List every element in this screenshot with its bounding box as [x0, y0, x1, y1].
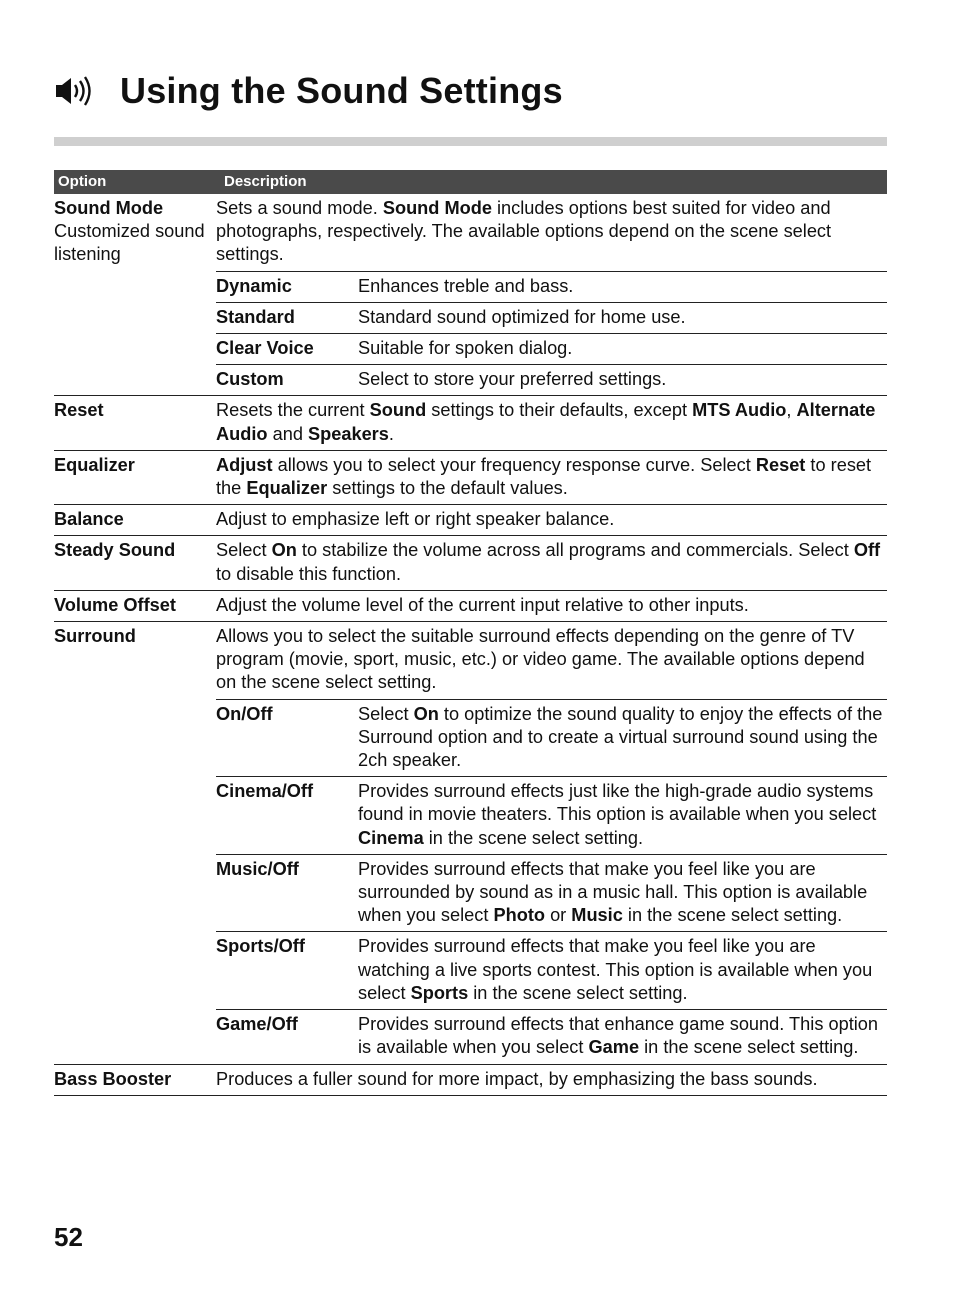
- option-surround: Surround: [54, 622, 216, 1064]
- table-row: [54, 536, 887, 590]
- table-header-row: [54, 170, 887, 194]
- column-header-description: Description: [216, 170, 887, 194]
- sound-settings-table: [54, 170, 887, 1096]
- list-item: On/Off Select On to optimize the sound quality to enjoy the effects of the Surround option and to create a virtual surround sound using the 2ch speaker.: [216, 699, 887, 777]
- speaker-icon: [54, 74, 94, 108]
- list-item: Sports/Off Provides surround effects that make you feel like you are watching a live sports contest. This option is available when you select Sports in the scene select setting.: [216, 932, 887, 1010]
- option-sound-mode-subtitle: Customized sound listening: [54, 221, 205, 265]
- option-volume-offset: Volume Offset: [54, 590, 216, 621]
- reset-description: Resets the current Sound settings to their defaults, except MTS Audio, Alternate Audio and Speakers.: [216, 396, 887, 450]
- list-item: Clear Voice Suitable for spoken dialog.: [216, 334, 887, 365]
- column-header-option: Option: [54, 170, 216, 194]
- table-row: [54, 194, 887, 396]
- option-reset: Reset: [54, 396, 216, 450]
- list-item: Dynamic Enhances treble and bass.: [216, 271, 887, 302]
- surround-options: [216, 699, 887, 1064]
- table-row: [54, 1064, 887, 1095]
- table-row: [54, 450, 887, 504]
- title-divider: [54, 137, 887, 146]
- list-item: Game/Off Provides surround effects that enhance game sound. This option is available when you select Game in the scene select setting.: [216, 1010, 887, 1064]
- steady-sound-description: Select On to stabilize the volume across all programs and commercials. Select Off to disable this function.: [216, 536, 887, 590]
- option-steady-sound: Steady Sound: [54, 536, 216, 590]
- list-item: Custom Select to store your preferred settings.: [216, 365, 887, 396]
- page-number: 52: [54, 1222, 83, 1252]
- bass-booster-description: Produces a fuller sound for more impact, by emphasizing the bass sounds.: [216, 1064, 887, 1095]
- surround-description: Allows you to select the suitable surround effects depending on the genre of TV program (movie, sport, music, etc.) or video game. The available options depend on the scene select setting.: [216, 626, 865, 693]
- option-sound-mode: Sound Mode: [54, 198, 164, 218]
- table-row: [54, 622, 887, 1064]
- option-equalizer: Equalizer: [54, 450, 216, 504]
- table-row: [54, 396, 887, 450]
- list-item: Music/Off Provides surround effects that make you feel like you are surrounded by sound as in a music hall. This option is available when you select Photo or Music in the scene select setting.: [216, 854, 887, 932]
- list-item: Standard Standard sound optimized for home use.: [216, 302, 887, 333]
- page-header: [54, 66, 563, 116]
- page-title: Using the Sound Settings: [120, 70, 563, 111]
- option-bass-booster: Bass Booster: [54, 1064, 216, 1095]
- equalizer-description: Adjust allows you to select your frequency response curve. Select Reset to reset the Equalizer settings to the default values.: [216, 450, 887, 504]
- table-row: [54, 505, 887, 536]
- sound-mode-options: [216, 271, 887, 396]
- sound-mode-description: Sets a sound mode. Sound Mode includes options best suited for video and photographs, respectively. The available options depend on the scene select settings.: [216, 198, 832, 265]
- list-item: Cinema/Off Provides surround effects just like the high-grade audio systems found in movie theaters. This option is available when you select Cinema in the scene select setting.: [216, 777, 887, 855]
- balance-description: Adjust to emphasize left or right speaker balance.: [216, 505, 887, 536]
- volume-offset-description: Adjust the volume level of the current input relative to other inputs.: [216, 590, 887, 621]
- table-row: [54, 590, 887, 621]
- option-balance: Balance: [54, 505, 216, 536]
